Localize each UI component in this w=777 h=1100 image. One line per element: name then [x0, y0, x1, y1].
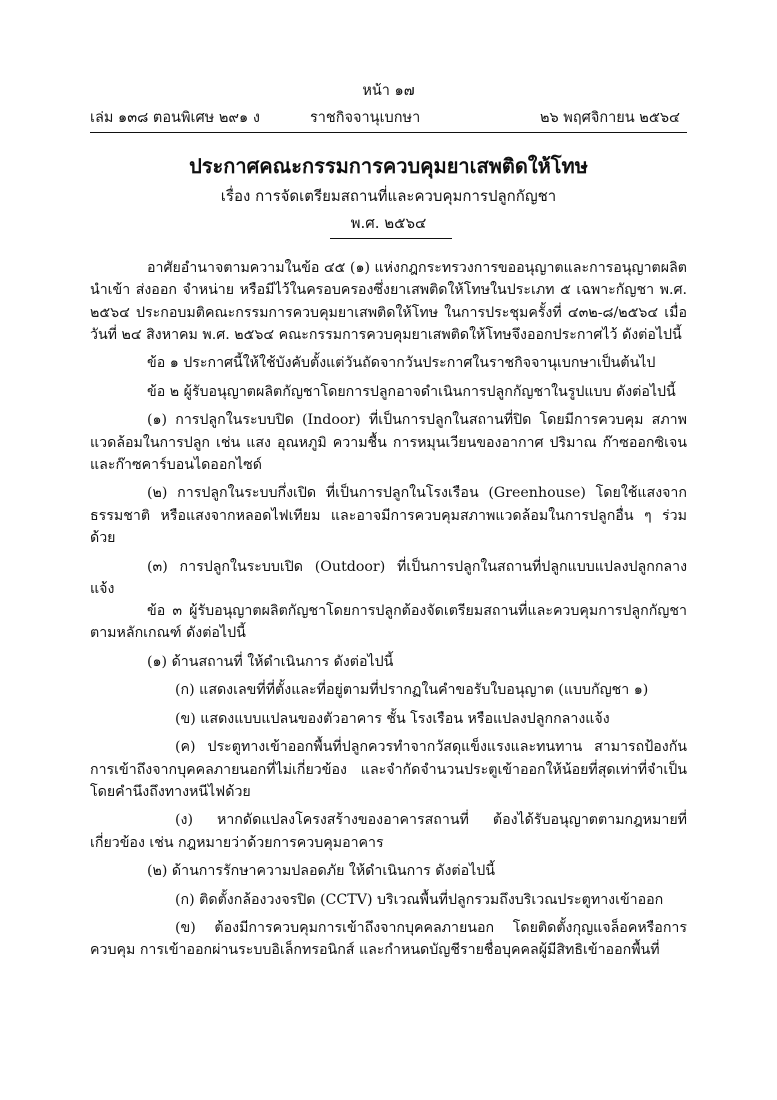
clause-3-item-2-b: (ข) ต้องมีการควบคุมการเข้าถึงจากบุคคลภายนอก โดยติดตั้งกุญแจล็อคหรือการควบคุม การเข้าออกผ่านระบบอิเล็กทรอนิกส์ และกำหนดบัญชีรายชื่อบุคคลผู้มีสิทธิเข้าออกพื้นที่	[90, 920, 687, 959]
clause-2-item-3: (๓) การปลูกในระบบเปิด (Outdoor) ที่เป็นการปลูกในสถานที่ปลูกแบบแปลงปลูกกลางแจ้ง	[90, 558, 687, 597]
clause-2: ข้อ ๒ ผู้รับอนุญาตผลิตกัญชาโดยการปลูกอาจดำเนินการปลูกกัญชาในรูปแบบ ดังต่อไปนี้	[147, 383, 676, 400]
clause-3-item-1-d: (ง) หากดัดแปลงโครงสร้างของอาคารสถานที่ ต้องได้รับอนุญาตตามกฎหมายที่เกี่ยวข้อง เช่น กฎหมายว่าด้วยการควบคุมอาคาร	[90, 812, 687, 851]
clause-1: ข้อ ๑ ประกาศนี้ให้ใช้บังคับตั้งแต่วันถัดจากวันประกาศในราชกิจจานุเบกษาเป็นต้นไป	[147, 355, 656, 372]
clause-3-item-2: (๒) ด้านการรักษาความปลอดภัย ให้ดำเนินการ ดังต่อไปนี้	[147, 863, 496, 880]
clause-3-item-1-b: (ข) แสดงแบบแปลนของตัวอาคาร ชั้น โรงเรือน หรือแปลงปลูกกลางแจ้ง	[175, 710, 610, 727]
document-body	[90, 257, 687, 968]
header-divider	[90, 132, 687, 133]
clause-2-item-1: (๑) การปลูกในระบบปิด (Indoor) ที่เป็นการปลูกในสถานที่ปิด โดยมีการควบคุม สภาพแวดล้อมในการปลูก เช่น แสง อุณหภูมิ ความชื้น การหมุนเวียนของอากาศ ปริมาณ ก๊าซออกซิเจน และก๊าซคาร์บอนไดออกไซด์	[90, 412, 687, 473]
gazette-name: ราชกิจจานุเบกษา	[310, 110, 421, 126]
clause-3: ข้อ ๓ ผู้รับอนุญาตผลิตกัญชาโดยการปลูกต้องจัดเตรียมสถานที่และควบคุมการปลูกกัญชา ตามหลักเกณฑ์ ดังต่อไปนี้	[90, 603, 687, 642]
title-divider	[330, 238, 452, 239]
publication-date: ๒๖ พฤศจิกายน ๒๕๖๔	[539, 110, 680, 126]
clause-3-item-2-a: (ก) ติดตั้งกล้องวงจรปิด (CCTV) บริเวณพื้นที่ปลูกรวมถึงบริเวณประตูทางเข้าออก	[175, 891, 664, 908]
preamble-paragraph: อาศัยอำนาจตามความในข้อ ๔๕ (๑) แห่งกฎกระทรวงการขออนุญาตและการอนุญาตผลิต นำเข้า ส่งออก จำหน่าย หรือมีไว้ในครอบครองซึ่งยาเสพติดให้โทษในประเภท ๕ เฉพาะกัญชา พ.ศ. ๒๕๖๔ ประกอบมติคณะกรรมการควบคุมยาเสพติดให้โทษ ในการประชุมครั้งที่ ๔๓๒-๘/๒๕๖๔ เมื่อวันที่ ๒๔ สิงหาคม พ.ศ. ๒๕๖๔ คณะกรรมการควบคุมยาเสพติดให้โทษจึงออกประกาศไว้ ดังต่อไปนี้	[90, 260, 687, 343]
clause-2-item-2: (๒) การปลูกในระบบกึ่งเปิด ที่เป็นการปลูกในโรงเรือน (Greenhouse) โดยใช้แสงจากธรรมชาติ หรือแสงจากหลอดไฟเทียม และอาจมีการควบคุมสภาพแวดล้อมในการปลูกอื่น ๆ ร่วมด้วย	[90, 485, 687, 547]
document-year: พ.ศ. ๒๕๖๔	[350, 214, 427, 232]
page-number: หน้า ๑๗	[362, 83, 415, 99]
clause-3-item-1-c: (ค) ประตูทางเข้าออกพื้นที่ปลูกควรทำจากวัสดุแข็งแรงและทนทาน สามารถป้องกัน การเข้าถึงจากบุคคลภายนอกที่ไม่เกี่ยวข้อง และจำกัดจำนวนประตูเข้าออกให้น้อยที่สุดเท่าที่จำเป็น โดยคำนึงถึงทางหนีไฟด้วย	[90, 739, 687, 800]
document-title: ประกาศคณะกรรมการควบคุมยาเสพติดให้โทษ	[189, 154, 588, 178]
document-subject: เรื่อง การจัดเตรียมสถานที่และควบคุมการปลูกกัญชา	[220, 187, 557, 205]
volume-issue: เล่ม ๑๓๘ ตอนพิเศษ ๒๙๑ ง	[90, 110, 260, 126]
clause-3-item-1-a: (ก) แสดงเลขที่ที่ตั้งและที่อยู่ตามที่ปรากฏในคำขอรับใบอนุญาต (แบบกัญชา ๑)	[175, 682, 649, 699]
clause-3-item-1: (๑) ด้านสถานที่ ให้ดำเนินการ ดังต่อไปนี้	[147, 653, 394, 670]
